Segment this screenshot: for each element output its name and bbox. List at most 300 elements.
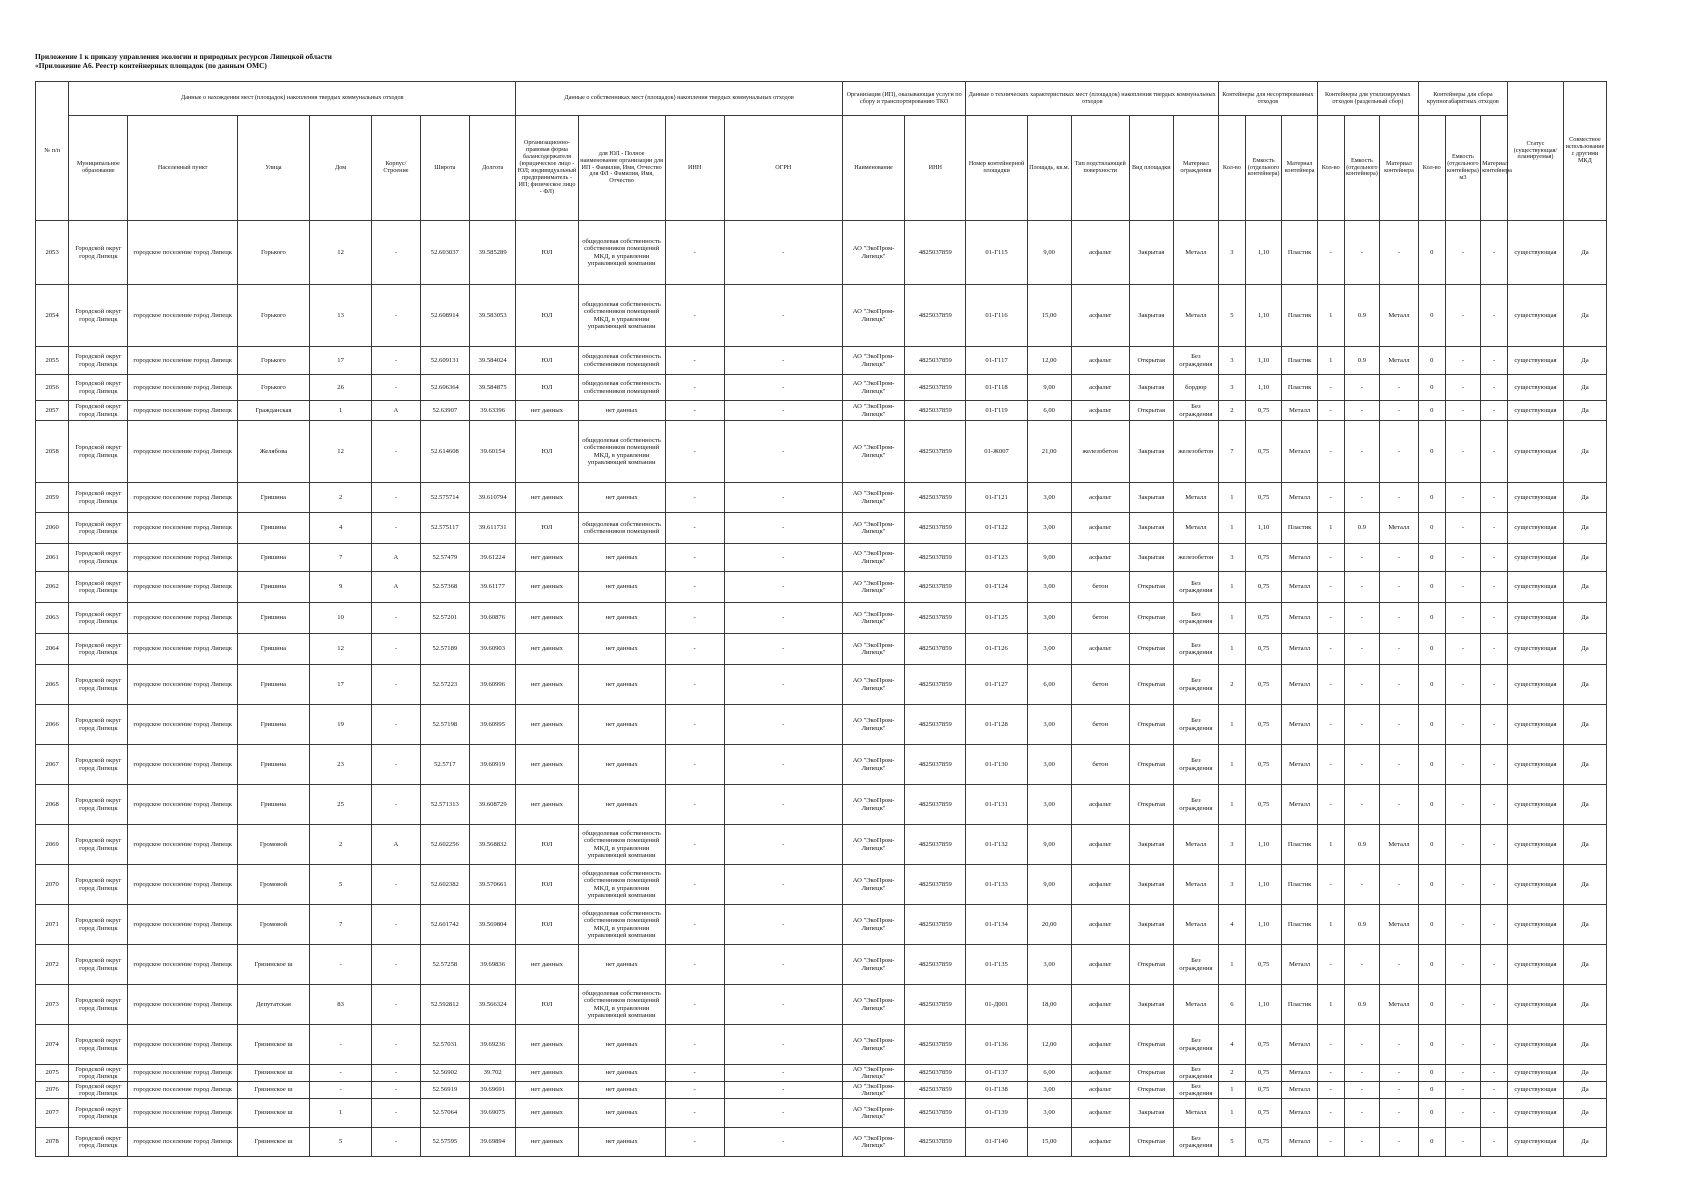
bulky-qty-value: 0 <box>1430 248 1434 256</box>
recyclable-capacity-value: - <box>1360 248 1363 256</box>
building-value: - <box>394 1109 398 1117</box>
cell-ogrn <box>724 825 842 865</box>
bulky-qty-value: 0 <box>1430 524 1434 532</box>
legal-form-value: нет данных <box>530 553 563 561</box>
operator-inn-value: 4825037859 <box>918 583 952 591</box>
cell-settlement <box>128 483 238 513</box>
latitude-value: 52.57031 <box>432 1040 458 1048</box>
operator-inn-value: 4825037859 <box>918 493 952 501</box>
cell-house <box>309 221 371 285</box>
cell-ogrn <box>724 1065 842 1082</box>
recyclable-qty-value: 1 <box>1329 524 1333 532</box>
cell-unsorted-capacity <box>1245 745 1282 785</box>
cell-unsorted-qty <box>1218 985 1245 1025</box>
cell-site-type <box>1129 985 1173 1025</box>
cell-bulky-capacity <box>1445 401 1480 421</box>
unsorted-material-value: Металл <box>1288 553 1311 561</box>
bulky-material-value: - <box>1492 356 1496 364</box>
unsorted-material-value: Металл <box>1288 447 1311 455</box>
street-value: Гражданская <box>255 406 292 414</box>
cell-area <box>1027 705 1071 745</box>
row-number-value: 2073 <box>45 1000 59 1008</box>
cell-site-type <box>1129 401 1173 421</box>
cell-unsorted-capacity <box>1245 945 1282 985</box>
recyclable-capacity-value: - <box>1360 680 1363 688</box>
operator-inn-value: 4825037859 <box>918 406 952 414</box>
recyclable-capacity-value: - <box>1360 960 1363 968</box>
unsorted-material-value: Пластик <box>1287 880 1312 888</box>
legal-form-value: нет данных <box>530 720 563 728</box>
cell-fence-material <box>1173 421 1218 483</box>
cell-row-number <box>36 634 69 665</box>
cell-owner-name <box>578 785 665 825</box>
owner-name-value: нет данных <box>605 1109 638 1117</box>
cell-owner-name <box>578 221 665 285</box>
cell-unsorted-material <box>1282 1099 1317 1128</box>
latitude-value: 52.602382 <box>430 880 459 888</box>
building-value: - <box>394 880 398 888</box>
table-row <box>36 285 1607 347</box>
cell-status <box>1508 1128 1564 1157</box>
cell-operator-inn <box>905 945 966 985</box>
cell-street <box>237 221 309 285</box>
cell-bulky-capacity <box>1445 544 1480 572</box>
cell-longitude <box>470 745 516 785</box>
cell-latitude <box>420 1025 469 1065</box>
cell-building <box>372 513 420 544</box>
operator-inn-value: 4825037859 <box>918 880 952 888</box>
cell-house <box>309 665 371 705</box>
cell-house <box>309 945 371 985</box>
table-row <box>36 745 1607 785</box>
cell-longitude <box>470 401 516 421</box>
cell-ogrn <box>724 572 842 603</box>
status-value: существующая <box>1514 840 1557 848</box>
settlement-value: городское поселение город Липецк <box>133 311 232 319</box>
bulky-material-value: - <box>1492 553 1496 561</box>
cell-recyclable-qty <box>1317 985 1344 1025</box>
operator-name-value: АО "ЭкоПром-Липецк" <box>852 550 895 565</box>
settlement-value: городское поселение город Липецк <box>133 447 232 455</box>
cell-settlement <box>128 985 238 1025</box>
cell-recyclable-capacity <box>1344 825 1379 865</box>
settlement-value: городское поселение город Липецк <box>133 840 232 848</box>
cell-status <box>1508 665 1564 705</box>
legal-form-value: нет данных <box>530 406 563 414</box>
site-type-value: Закрытая <box>1138 1000 1165 1008</box>
unsorted-material-value: Металл <box>1288 720 1311 728</box>
house-value: 2 <box>338 493 343 501</box>
recyclable-capacity-value: - <box>1360 880 1363 888</box>
group-owner: Данные о собственниках мест (площадок) накопления твердых коммунальных отходов <box>516 82 843 116</box>
surface-value: бетон <box>1092 720 1109 728</box>
cell-street <box>237 634 309 665</box>
cell-site-number <box>966 1025 1027 1065</box>
cell-bulky-material <box>1481 1099 1508 1128</box>
cell-ogrn <box>724 347 842 375</box>
cell-site-number <box>966 634 1027 665</box>
recyclable-qty-value: - <box>1329 1086 1332 1094</box>
legal-form-value: нет данных <box>530 680 563 688</box>
cell-recyclable-qty <box>1317 705 1344 745</box>
cell-legal-form <box>516 603 578 634</box>
operator-inn-value: 4825037859 <box>918 760 952 768</box>
cell-site-number <box>966 865 1027 905</box>
cell-shared-use <box>1563 347 1606 375</box>
cell-inn <box>665 513 724 544</box>
cell-settlement <box>128 572 238 603</box>
cell-unsorted-qty <box>1218 825 1245 865</box>
cell-row-number <box>36 603 69 634</box>
settlement-value: городское поселение город Липецк <box>133 880 232 888</box>
cell-bulky-capacity <box>1445 221 1480 285</box>
bulky-capacity-value: - <box>1461 720 1465 728</box>
cell-bulky-material <box>1481 375 1508 401</box>
fence-material-value: Без ограждения <box>1179 579 1213 594</box>
unsorted-qty-value: 1 <box>1230 614 1234 622</box>
longitude-value: 39.584024 <box>478 356 507 364</box>
site-type-value: Закрытая <box>1138 493 1165 501</box>
cell-area <box>1027 221 1071 285</box>
operator-inn-value: 4825037859 <box>918 720 952 728</box>
col-unsorted-capacity: Емкость (отдельного контейнера) <box>1245 116 1282 221</box>
status-value: существующая <box>1514 406 1557 414</box>
cell-unsorted-capacity <box>1245 785 1282 825</box>
legal-form-value: нет данных <box>530 493 563 501</box>
cell-row-number <box>36 572 69 603</box>
cell-site-number <box>966 544 1027 572</box>
recyclable-qty-value: - <box>1329 960 1332 968</box>
house-value: - <box>339 1086 342 1094</box>
operator-name-value: АО "ЭкоПром-Липецк" <box>852 717 895 732</box>
cell-settlement <box>128 1128 238 1157</box>
cell-fence-material <box>1173 865 1218 905</box>
ogrn-value: - <box>782 1069 785 1077</box>
unsorted-material-value: Металл <box>1288 800 1311 808</box>
site-type-value: Открытая <box>1137 614 1165 622</box>
unsorted-qty-value: 1 <box>1230 645 1234 653</box>
cell-bulky-capacity <box>1445 665 1480 705</box>
house-value: 12 <box>337 645 344 653</box>
cell-operator-inn <box>905 401 966 421</box>
street-value: Грязинское ш <box>254 1086 293 1094</box>
ogrn-value: - <box>782 680 785 688</box>
owner-name-value: общедолевая собственность собственников помещений МКД, в управлении управляющей компании <box>582 237 661 267</box>
cell-row-number <box>36 1082 69 1099</box>
cell-recyclable-qty <box>1317 634 1344 665</box>
unsorted-capacity-value: 1,10 <box>1257 524 1270 532</box>
cell-shared-use <box>1563 401 1606 421</box>
cell-recyclable-capacity <box>1344 375 1379 401</box>
building-value: А <box>393 406 399 414</box>
cell-unsorted-material <box>1282 544 1317 572</box>
cell-latitude <box>420 603 469 634</box>
bulky-capacity-value: - <box>1461 880 1465 888</box>
operator-name-value: АО "ЭкоПром-Липецк" <box>852 444 895 459</box>
cell-unsorted-material <box>1282 401 1317 421</box>
cell-municipality <box>69 745 128 785</box>
cell-ogrn <box>724 745 842 785</box>
cell-bulky-qty <box>1418 572 1445 603</box>
cell-recyclable-capacity <box>1344 705 1379 745</box>
inn-value: - <box>693 614 696 622</box>
bulky-capacity-value: - <box>1461 1138 1465 1146</box>
cell-area <box>1027 665 1071 705</box>
cell-recyclable-capacity <box>1344 785 1379 825</box>
cell-row-number <box>36 945 69 985</box>
unsorted-capacity-value: 0,75 <box>1257 1138 1270 1146</box>
cell-street <box>237 603 309 634</box>
cell-operator-name <box>842 483 904 513</box>
cell-latitude <box>420 825 469 865</box>
fence-material-value: Без ограждения <box>1179 797 1213 812</box>
cell-settlement <box>128 905 238 945</box>
group-tech: Данные о технических характеристиках мест (площадок) накопления твердых коммунальных отходов <box>966 82 1219 116</box>
cell-settlement <box>128 865 238 905</box>
cell-legal-form <box>516 745 578 785</box>
fence-material-value: Металл <box>1185 920 1207 928</box>
latitude-value: 52.57189 <box>432 645 458 653</box>
unsorted-material-value: Металл <box>1288 614 1311 622</box>
cell-unsorted-material <box>1282 905 1317 945</box>
cell-owner-name <box>578 1082 665 1099</box>
settlement-value: городское поселение город Липецк <box>133 614 232 622</box>
inn-value: - <box>693 800 696 808</box>
fence-material-value: Металл <box>1185 1000 1207 1008</box>
unsorted-qty-value: 3 <box>1230 356 1234 364</box>
cell-area <box>1027 285 1071 347</box>
status-value: существующая <box>1514 248 1557 256</box>
recyclable-qty-value: 1 <box>1329 920 1333 928</box>
site-type-value: Открытая <box>1137 1040 1165 1048</box>
cell-street <box>237 705 309 745</box>
col-shared: Совместное использование с другими МКД <box>1563 82 1606 221</box>
operator-name-value: АО "ЭкоПром-Липецк" <box>852 917 895 932</box>
cell-building <box>372 705 420 745</box>
inn-value: - <box>693 920 696 928</box>
bulky-material-value: - <box>1492 1000 1496 1008</box>
ogrn-value: - <box>782 447 785 455</box>
cell-unsorted-material <box>1282 745 1317 785</box>
cell-row-number <box>36 347 69 375</box>
bulky-material-value: - <box>1492 524 1496 532</box>
legal-form-value: ЮЛ <box>541 880 553 888</box>
recyclable-qty-value: - <box>1329 645 1332 653</box>
area-value: 3,00 <box>1043 645 1055 653</box>
cell-bulky-capacity <box>1445 865 1480 905</box>
site-number-value: 01-Г138 <box>985 1086 1008 1094</box>
cell-longitude <box>470 221 516 285</box>
row-number-value: 2072 <box>45 960 59 968</box>
cell-house <box>309 285 371 347</box>
cell-recyclable-material <box>1380 1082 1419 1099</box>
legal-form-value: нет данных <box>530 1138 563 1146</box>
cell-operator-inn <box>905 705 966 745</box>
cell-ogrn <box>724 221 842 285</box>
owner-name-value: нет данных <box>605 614 638 622</box>
owner-name-value: нет данных <box>605 493 638 501</box>
unsorted-material-value: Пластик <box>1287 248 1312 256</box>
cell-recyclable-qty <box>1317 825 1344 865</box>
cell-house <box>309 865 371 905</box>
cell-site-type <box>1129 634 1173 665</box>
cell-street <box>237 1099 309 1128</box>
cell-bulky-qty <box>1418 221 1445 285</box>
street-value: Гришина <box>260 800 287 808</box>
cell-bulky-material <box>1481 603 1508 634</box>
site-number-value: 01-Г127 <box>985 680 1008 688</box>
recyclable-material-value: - <box>1397 1109 1401 1117</box>
unsorted-material-value: Металл <box>1288 1109 1311 1117</box>
area-value: 3,00 <box>1043 524 1055 532</box>
recyclable-material-value: - <box>1397 1086 1401 1094</box>
cell-legal-form <box>516 347 578 375</box>
owner-name-value: общедолевая собственность собственников помещений МКД, в управлении управляющей компании <box>582 869 661 899</box>
ogrn-value: - <box>782 1138 785 1146</box>
cell-fence-material <box>1173 665 1218 705</box>
municipality-value: Городской округ город Липецк <box>75 757 122 772</box>
cell-bulky-material <box>1481 1082 1508 1099</box>
cell-inn <box>665 985 724 1025</box>
cell-settlement <box>128 1065 238 1082</box>
cell-inn <box>665 634 724 665</box>
cell-building <box>372 825 420 865</box>
cell-unsorted-qty <box>1218 1128 1245 1157</box>
status-value: существующая <box>1514 1109 1557 1117</box>
cell-house <box>309 1128 371 1157</box>
cell-longitude <box>470 785 516 825</box>
cell-bulky-capacity <box>1445 1128 1480 1157</box>
surface-value: асфальт <box>1089 645 1112 653</box>
house-value: 1 <box>338 1109 343 1117</box>
cell-bulky-material <box>1481 785 1508 825</box>
cell-unsorted-material <box>1282 1025 1317 1065</box>
fence-material-value: Без ограждения <box>1179 1065 1213 1080</box>
cell-row-number <box>36 1128 69 1157</box>
cell-latitude <box>420 905 469 945</box>
building-value: - <box>394 960 398 968</box>
cell-status <box>1508 745 1564 785</box>
cell-house <box>309 745 371 785</box>
table-row <box>36 513 1607 544</box>
house-value: 9 <box>338 583 343 591</box>
cell-row-number <box>36 865 69 905</box>
operator-name-value: АО "ЭкоПром-Липецк" <box>852 353 895 368</box>
table-body <box>36 221 1607 1157</box>
cell-street <box>237 1128 309 1157</box>
cell-legal-form <box>516 544 578 572</box>
cell-recyclable-material <box>1380 634 1419 665</box>
cell-legal-form <box>516 513 578 544</box>
recyclable-capacity-value: - <box>1360 406 1363 414</box>
inn-value: - <box>693 493 696 501</box>
unsorted-capacity-value: 1,10 <box>1257 248 1270 256</box>
cell-unsorted-qty <box>1218 865 1245 905</box>
cell-unsorted-material <box>1282 421 1317 483</box>
status-value: существующая <box>1514 1138 1557 1146</box>
cell-status <box>1508 865 1564 905</box>
cell-inn <box>665 1025 724 1065</box>
ogrn-value: - <box>782 1040 785 1048</box>
longitude-value: 39.69894 <box>480 1138 506 1146</box>
site-type-value: Закрытая <box>1138 524 1165 532</box>
operator-name-value: АО "ЭкоПром-Липецк" <box>852 837 895 852</box>
bulky-capacity-value: - <box>1461 447 1465 455</box>
recyclable-material-value: - <box>1397 553 1401 561</box>
cell-municipality <box>69 705 128 745</box>
cell-ogrn <box>724 1099 842 1128</box>
site-number-value: 01-Г130 <box>985 760 1008 768</box>
surface-value: асфальт <box>1089 800 1112 808</box>
cell-recyclable-capacity <box>1344 985 1379 1025</box>
municipality-value: Городской округ город Липецк <box>75 717 122 732</box>
cell-municipality <box>69 634 128 665</box>
legal-form-value: ЮЛ <box>541 524 553 532</box>
cell-bulky-capacity <box>1445 825 1480 865</box>
surface-value: асфальт <box>1089 1138 1112 1146</box>
cell-municipality <box>69 985 128 1025</box>
municipality-value: Городской округ город Липецк <box>75 1082 122 1097</box>
site-number-value: 01-Г140 <box>985 1138 1008 1146</box>
area-value: 9,00 <box>1043 383 1055 391</box>
cell-site-number <box>966 375 1027 401</box>
cell-shared-use <box>1563 865 1606 905</box>
bulky-qty-value: 0 <box>1430 1109 1434 1117</box>
recyclable-qty-value: - <box>1329 383 1332 391</box>
municipality-value: Городской округ город Липецк <box>75 837 122 852</box>
bulky-capacity-value: - <box>1461 920 1465 928</box>
cell-bulky-material <box>1481 483 1508 513</box>
unsorted-material-value: Металл <box>1288 680 1311 688</box>
cell-longitude <box>470 905 516 945</box>
bulky-material-value: - <box>1492 447 1496 455</box>
cell-bulky-capacity <box>1445 705 1480 745</box>
cell-latitude <box>420 945 469 985</box>
cell-shared-use <box>1563 513 1606 544</box>
cell-status <box>1508 221 1564 285</box>
cell-unsorted-qty <box>1218 905 1245 945</box>
building-value: - <box>394 1040 398 1048</box>
inn-value: - <box>693 447 696 455</box>
cell-bulky-qty <box>1418 285 1445 347</box>
recyclable-material-value: - <box>1397 645 1401 653</box>
cell-street <box>237 375 309 401</box>
cell-site-number <box>966 401 1027 421</box>
cell-status <box>1508 1099 1564 1128</box>
owner-name-value: нет данных <box>605 680 638 688</box>
longitude-value: 39.61224 <box>480 553 506 561</box>
cell-house <box>309 785 371 825</box>
cell-latitude <box>420 221 469 285</box>
unsorted-capacity-value: 0,75 <box>1257 1040 1270 1048</box>
table-row <box>36 221 1607 285</box>
owner-name-value: нет данных <box>605 553 638 561</box>
cell-site-number <box>966 905 1027 945</box>
longitude-value: 39.568832 <box>478 840 507 848</box>
cell-row-number <box>36 221 69 285</box>
cell-unsorted-capacity <box>1245 285 1282 347</box>
operator-name-value: АО "ЭкоПром-Липецк" <box>852 308 895 323</box>
inn-value: - <box>693 1086 696 1094</box>
cell-inn <box>665 375 724 401</box>
bulky-material-value: - <box>1492 1069 1496 1077</box>
col-bulky-capacity: Емкость (отдельного контейнера) м3 <box>1445 116 1480 221</box>
cell-operator-name <box>842 1065 904 1082</box>
fence-material-value: Без ограждения <box>1179 1134 1213 1149</box>
house-value: 7 <box>338 920 343 928</box>
recyclable-material-value: - <box>1397 248 1401 256</box>
cell-shared-use <box>1563 603 1606 634</box>
